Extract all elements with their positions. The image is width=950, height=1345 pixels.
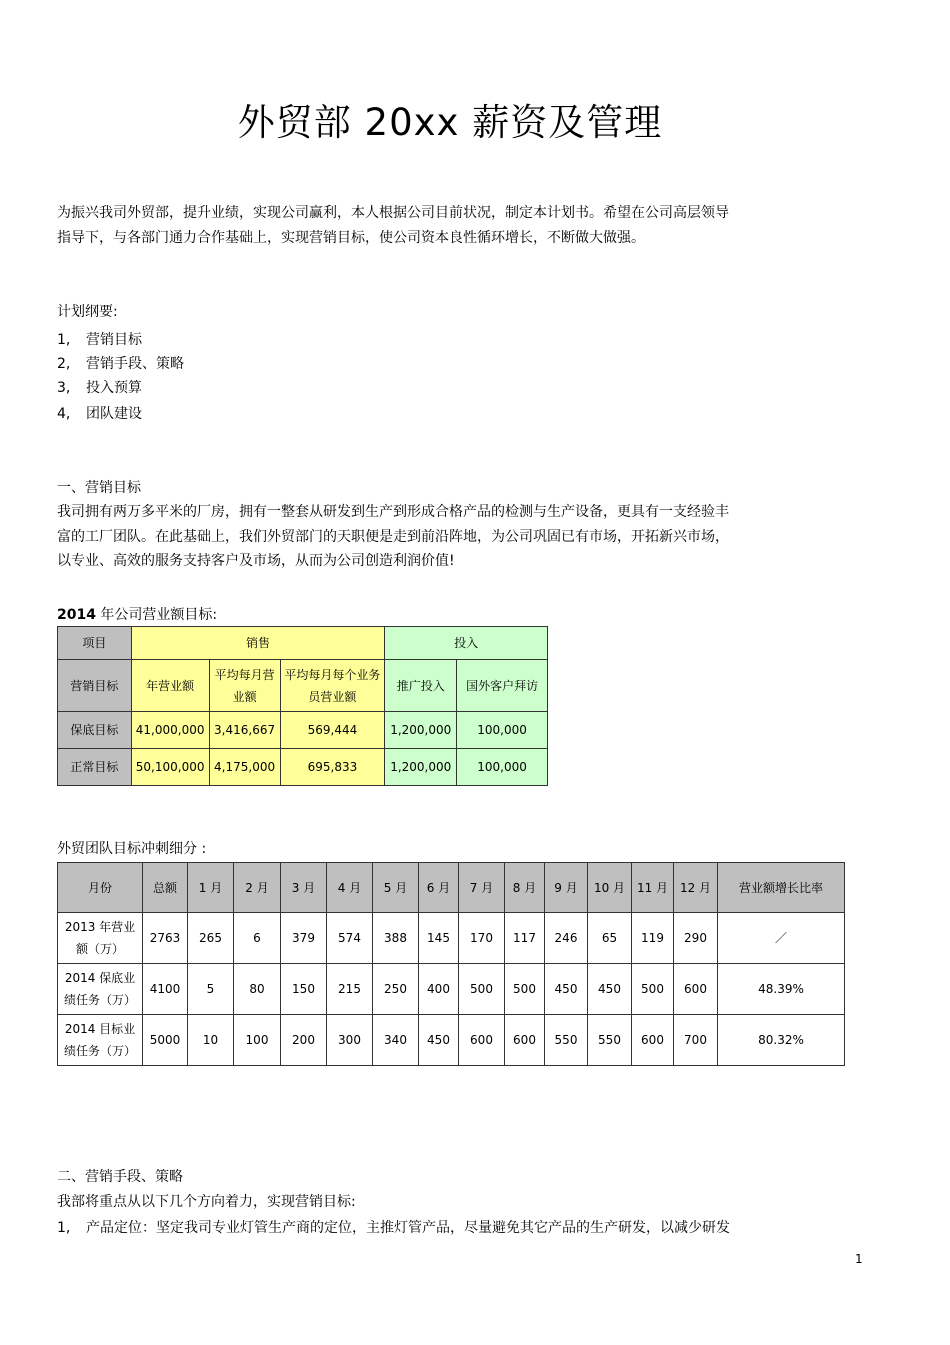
- table-cell: 100,000: [457, 712, 548, 749]
- table-cell: 290: [674, 913, 718, 964]
- table-header-cell: 7 月: [459, 863, 505, 913]
- table-row: [58, 1015, 845, 1066]
- section2-item-text: 产品定位：坚定我司专业灯管生产商的定位，主推灯管产品，尽量避免其它产品的生产研发，以减少研发: [86, 1220, 730, 1236]
- outline-item: [57, 330, 142, 350]
- table-cell: 41,000,000: [131, 712, 209, 749]
- table-cell: 117: [505, 913, 545, 964]
- table-cell: 170: [459, 913, 505, 964]
- table-header-cell: 3 月: [281, 863, 327, 913]
- table-cell: ／: [718, 913, 845, 964]
- table-cell: 450: [419, 1015, 459, 1066]
- table-header-cell: 11 月: [632, 863, 674, 913]
- table-cell: 100,000: [457, 749, 548, 786]
- table-cell: 600: [632, 1015, 674, 1066]
- table-row: [58, 749, 548, 786]
- outline-item-num: 4,: [57, 406, 71, 422]
- table-row: [58, 964, 845, 1015]
- table-header-cell: 平均每月每个业务员营业额: [280, 660, 385, 712]
- table-cell: 5: [188, 964, 234, 1015]
- section1-line: 以专业、高效的服务支持客户及市场，从而为公司创造利润价值!: [57, 553, 455, 569]
- page-number: 1: [855, 1252, 863, 1266]
- table-row-label: 保底目标: [58, 712, 132, 749]
- table-cell: 80: [234, 964, 281, 1015]
- table-header-cell: 10 月: [588, 863, 632, 913]
- table-cell: 500: [505, 964, 545, 1015]
- table-row: [58, 913, 845, 964]
- table1-caption-year: 2014: [57, 607, 96, 623]
- table-cell: 695,833: [280, 749, 385, 786]
- table-cell: 550: [588, 1015, 632, 1066]
- table-header-cell: 营销目标: [58, 660, 132, 712]
- table-cell: 340: [373, 1015, 419, 1066]
- table-cell: 450: [545, 964, 588, 1015]
- section2-body: 我部将重点从以下几个方向着力，实现营销目标:: [57, 1194, 356, 1210]
- table-header-cell: 12 月: [674, 863, 718, 913]
- table-cell: 265: [188, 913, 234, 964]
- table-header-cell: 6 月: [419, 863, 459, 913]
- table-cell: 246: [545, 913, 588, 964]
- outline-heading: 计划纲要:: [57, 304, 118, 320]
- table-row-label: 正常目标: [58, 749, 132, 786]
- table-cell: 569,444: [280, 712, 385, 749]
- page-title: 外贸部 20xx 薪资及管理: [237, 101, 663, 144]
- table-header-cell: 推广投入: [385, 660, 457, 712]
- intro-line: 指导下，与各部门通力合作基础上，实现营销目标，使公司资本良性循环增长，不断做大做强。: [57, 229, 645, 246]
- section2-item-num: 1,: [57, 1220, 71, 1236]
- outline-item-text: 投入预算: [86, 380, 142, 396]
- table-cell: 600: [505, 1015, 545, 1066]
- table1-caption-text: 年公司营业额目标:: [95, 607, 218, 623]
- table-cell: 379: [281, 913, 327, 964]
- table-cell: 48.39%: [718, 964, 845, 1015]
- table-cell: 574: [327, 913, 373, 964]
- table-cell: 80.32%: [718, 1015, 845, 1066]
- table1-caption: [57, 605, 217, 625]
- table-cell: 550: [545, 1015, 588, 1066]
- table-header-cell: 月份: [58, 863, 143, 913]
- table-header-cell: 营业额增长比率: [718, 863, 845, 913]
- table-header-cell: 4 月: [327, 863, 373, 913]
- table-row: [58, 712, 548, 749]
- table-cell: 4,175,000: [209, 749, 280, 786]
- section2-item: [57, 1218, 730, 1238]
- section1-heading: 一、营销目标: [57, 480, 141, 496]
- table-cell: 400: [419, 964, 459, 1015]
- table2-caption: 外贸团队目标冲刺细分 :: [57, 841, 207, 857]
- table-cell: 388: [373, 913, 419, 964]
- table-cell: 145: [419, 913, 459, 964]
- table-cell: 10: [188, 1015, 234, 1066]
- outline-item: [57, 354, 184, 374]
- table-header-cell: 8 月: [505, 863, 545, 913]
- section1-line: 我司拥有两万多平米的厂房，拥有一整套从研发到生产到形成合格产品的检测与生产设备，更具有一支经验丰: [57, 504, 729, 520]
- table-header-cell: 1 月: [188, 863, 234, 913]
- table-header-cell: 投入: [385, 627, 548, 660]
- table-header-cell: 总额: [143, 863, 188, 913]
- table-header-cell: 年营业额: [131, 660, 209, 712]
- table-cell: 100: [234, 1015, 281, 1066]
- table-header-cell: 平均每月营业额: [209, 660, 280, 712]
- table-header-cell: 2 月: [234, 863, 281, 913]
- outline-item-num: 1,: [57, 332, 71, 348]
- outline-item-text: 营销目标: [86, 332, 142, 348]
- outline-item: [57, 404, 142, 424]
- section1-body: [57, 500, 787, 574]
- table-cell: 500: [459, 964, 505, 1015]
- table-header-cell: 项目: [58, 627, 132, 660]
- table-cell: 200: [281, 1015, 327, 1066]
- table-cell: 600: [674, 964, 718, 1015]
- intro-line: 为振兴我司外贸部，提升业绩，实现公司赢利，本人根据公司目前状况，制定本计划书。希望在公司高层领导: [57, 205, 729, 221]
- table-cell: 1,200,000: [385, 712, 457, 749]
- table-cell: 5000: [143, 1015, 188, 1066]
- table-cell: 1,200,000: [385, 749, 457, 786]
- table-header-cell: 销售: [131, 627, 385, 660]
- outline-item-text: 营销手段、策略: [86, 356, 184, 372]
- table-row-label: 2013 年营业额（万）: [58, 913, 143, 964]
- intro-paragraph: [57, 201, 787, 250]
- monthly-target-table: [57, 862, 845, 1066]
- table-header-cell: 国外客户拜访: [457, 660, 548, 712]
- table-row-label: 2014 保底业绩任务（万）: [58, 964, 143, 1015]
- table-cell: 4100: [143, 964, 188, 1015]
- table-cell: 119: [632, 913, 674, 964]
- table-header-cell: 9 月: [545, 863, 588, 913]
- table-cell: 700: [674, 1015, 718, 1066]
- table-cell: 500: [632, 964, 674, 1015]
- section2-heading: 二、营销手段、策略: [57, 1169, 183, 1185]
- section1-line: 富的工厂团队。在此基础上，我们外贸部门的天职便是走到前沿阵地，为公司巩固已有市场，开拓新兴市场，: [57, 528, 729, 545]
- table-row-label: 2014 目标业绩任务（万）: [58, 1015, 143, 1066]
- outline-item: [57, 378, 142, 398]
- sales-target-table: [57, 626, 548, 786]
- table-cell: 250: [373, 964, 419, 1015]
- table-cell: 450: [588, 964, 632, 1015]
- table-cell: 2763: [143, 913, 188, 964]
- table-cell: 150: [281, 964, 327, 1015]
- table-cell: 600: [459, 1015, 505, 1066]
- outline-item-num: 3,: [57, 380, 71, 396]
- outline-item-num: 2,: [57, 356, 71, 372]
- table-cell: 65: [588, 913, 632, 964]
- table-cell: 215: [327, 964, 373, 1015]
- table-header-cell: 5 月: [373, 863, 419, 913]
- table-cell: 3,416,667: [209, 712, 280, 749]
- outline-item-text: 团队建设: [86, 406, 142, 422]
- table-cell: 300: [327, 1015, 373, 1066]
- table-cell: 6: [234, 913, 281, 964]
- table-cell: 50,100,000: [131, 749, 209, 786]
